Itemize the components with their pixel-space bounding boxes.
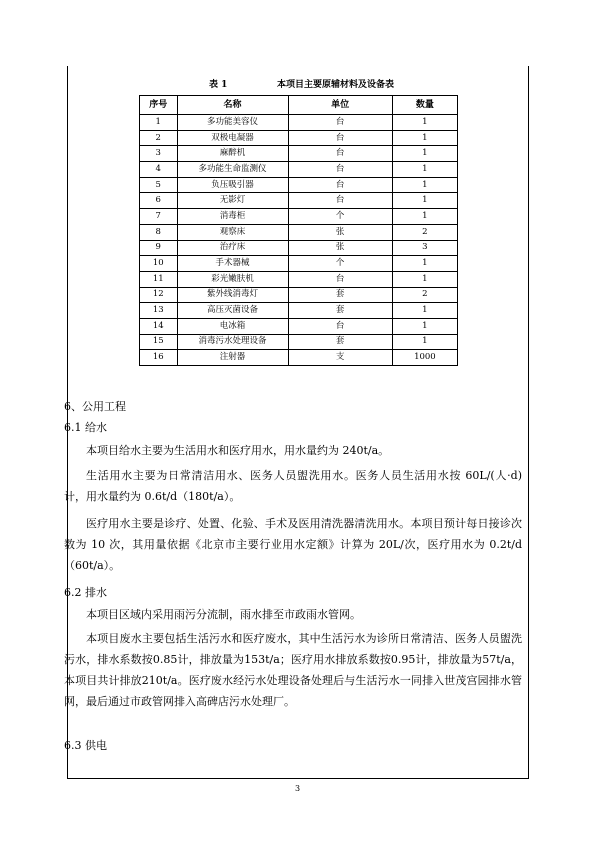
power-heading: 6.3 供电 bbox=[64, 739, 107, 752]
cell-unit: 套 bbox=[288, 334, 392, 350]
cell-unit: 套 bbox=[288, 287, 392, 303]
cell-quantity: 1 bbox=[392, 256, 457, 272]
cell-name: 治疗床 bbox=[177, 240, 288, 256]
cell-unit: 个 bbox=[288, 209, 392, 225]
cell-unit: 台 bbox=[288, 177, 392, 193]
cell-name: 消毒污水处理设备 bbox=[177, 334, 288, 350]
cell-name: 注射器 bbox=[177, 350, 288, 366]
cell-name: 电冰箱 bbox=[177, 318, 288, 334]
cell-name: 无影灯 bbox=[177, 193, 288, 209]
cell-index: 16 bbox=[140, 350, 178, 366]
cell-quantity: 1 bbox=[392, 177, 457, 193]
table-row bbox=[140, 334, 458, 350]
cell-name: 观察床 bbox=[177, 224, 288, 240]
equipment-table bbox=[139, 95, 458, 366]
cell-unit: 台 bbox=[288, 271, 392, 287]
cell-quantity: 1 bbox=[392, 146, 457, 162]
header-unit: 单位 bbox=[288, 96, 392, 115]
section-heading: 6、公用工程 bbox=[64, 400, 126, 413]
table-row bbox=[140, 256, 458, 272]
cell-unit: 台 bbox=[288, 162, 392, 178]
cell-name: 消毒柜 bbox=[177, 209, 288, 225]
cell-index: 6 bbox=[140, 193, 178, 209]
header-index: 序号 bbox=[140, 96, 178, 115]
cell-quantity: 1 bbox=[392, 115, 457, 131]
cell-quantity: 1 bbox=[392, 271, 457, 287]
cell-index: 3 bbox=[140, 146, 178, 162]
table-row bbox=[140, 350, 458, 366]
cell-index: 2 bbox=[140, 130, 178, 146]
cell-quantity: 1 bbox=[392, 303, 457, 319]
cell-index: 10 bbox=[140, 256, 178, 272]
cell-quantity: 1000 bbox=[392, 350, 457, 366]
table-row bbox=[140, 318, 458, 334]
cell-index: 9 bbox=[140, 240, 178, 256]
cell-quantity: 1 bbox=[392, 193, 457, 209]
cell-unit: 台 bbox=[288, 130, 392, 146]
table-row bbox=[140, 130, 458, 146]
cell-unit: 张 bbox=[288, 240, 392, 256]
cell-quantity: 2 bbox=[392, 287, 457, 303]
water-supply-paragraph-1: 本项目给水主要为生活用水和医疗用水，用水量约为 240t/a。 bbox=[86, 444, 390, 457]
table-number: 表 1 bbox=[209, 80, 228, 90]
drainage-paragraph-1: 本项目区域内采用雨污分流制，雨水排至市政雨水管网。 bbox=[86, 608, 361, 621]
cell-name: 紫外线消毒灯 bbox=[177, 287, 288, 303]
cell-index: 7 bbox=[140, 209, 178, 225]
cell-index: 8 bbox=[140, 224, 178, 240]
cell-quantity: 1 bbox=[392, 130, 457, 146]
cell-unit: 台 bbox=[288, 115, 392, 131]
table-row bbox=[140, 271, 458, 287]
table-row bbox=[140, 240, 458, 256]
cell-name: 负压吸引器 bbox=[177, 177, 288, 193]
header-name: 名称 bbox=[177, 96, 288, 115]
cell-unit: 台 bbox=[288, 193, 392, 209]
cell-index: 5 bbox=[140, 177, 178, 193]
cell-unit: 张 bbox=[288, 224, 392, 240]
cell-name: 双极电凝器 bbox=[177, 130, 288, 146]
cell-index: 11 bbox=[140, 271, 178, 287]
header-quantity: 数量 bbox=[392, 96, 457, 115]
cell-unit: 台 bbox=[288, 318, 392, 334]
cell-unit: 支 bbox=[288, 350, 392, 366]
drainage-heading: 6.2 排水 bbox=[64, 586, 107, 599]
cell-quantity: 1 bbox=[392, 162, 457, 178]
cell-index: 15 bbox=[140, 334, 178, 350]
cell-name: 彩光嫩肤机 bbox=[177, 271, 288, 287]
table-row bbox=[140, 146, 458, 162]
cell-name: 多功能生命监测仪 bbox=[177, 162, 288, 178]
table-header-row bbox=[140, 96, 458, 115]
page-number: 3 bbox=[294, 784, 301, 793]
cell-quantity: 1 bbox=[392, 209, 457, 225]
cell-index: 1 bbox=[140, 115, 178, 131]
cell-index: 13 bbox=[140, 303, 178, 319]
cell-name: 多功能美容仪 bbox=[177, 115, 288, 131]
table-row bbox=[140, 115, 458, 131]
table-row bbox=[140, 177, 458, 193]
table-row bbox=[140, 224, 458, 240]
table-row bbox=[140, 162, 458, 178]
cell-index: 4 bbox=[140, 162, 178, 178]
table-row bbox=[140, 287, 458, 303]
water-supply-heading: 6.1 给水 bbox=[64, 421, 107, 434]
cell-quantity: 2 bbox=[392, 224, 457, 240]
table-row bbox=[140, 193, 458, 209]
cell-name: 手术器械 bbox=[177, 256, 288, 272]
cell-name: 高压灭菌设备 bbox=[177, 303, 288, 319]
water-supply-paragraph-2: 生活用水主要为日常清洁用水、医务人员盥洗用水。医务人员生活用水按 60L/(人·d) 计，用水量约为 0.6t/d（180t/a）。 bbox=[64, 469, 522, 503]
drainage-paragraph-2: 本项目废水主要包括生活污水和医疗废水，其中生活污水为诊所日常清洁、医务人员盥洗污水，排水系数按0.85计，排放量为153t/a；医疗用水排放系数按0.95计，排放量为57t/a，本项目共计排放210t/a。医疗废水经污水处理设备处理后与生活污水一同排入世茂宫园排水管网，最后通过市政管网排入高碑店污水处理厂。 bbox=[64, 632, 522, 708]
cell-unit: 台 bbox=[288, 146, 392, 162]
water-supply-paragraph-3: 医疗用水主要是诊疗、处置、化验、手术及医用清洗器清洗用水。本项目预计每日接诊次数为 10 次，其用量依据《北京市主要行业用水定额》计算为 20L/次，医疗用水为 0.2t/d（60t/a）。 bbox=[64, 517, 522, 572]
cell-index: 12 bbox=[140, 287, 178, 303]
cell-unit: 套 bbox=[288, 303, 392, 319]
table-title: 本项目主要原辅材料及设备表 bbox=[277, 80, 395, 90]
cell-unit: 个 bbox=[288, 256, 392, 272]
cell-name: 麻醉机 bbox=[177, 146, 288, 162]
table-row bbox=[140, 209, 458, 225]
cell-index: 14 bbox=[140, 318, 178, 334]
cell-quantity: 3 bbox=[392, 240, 457, 256]
table-row bbox=[140, 303, 458, 319]
cell-quantity: 1 bbox=[392, 318, 457, 334]
cell-quantity: 1 bbox=[392, 334, 457, 350]
